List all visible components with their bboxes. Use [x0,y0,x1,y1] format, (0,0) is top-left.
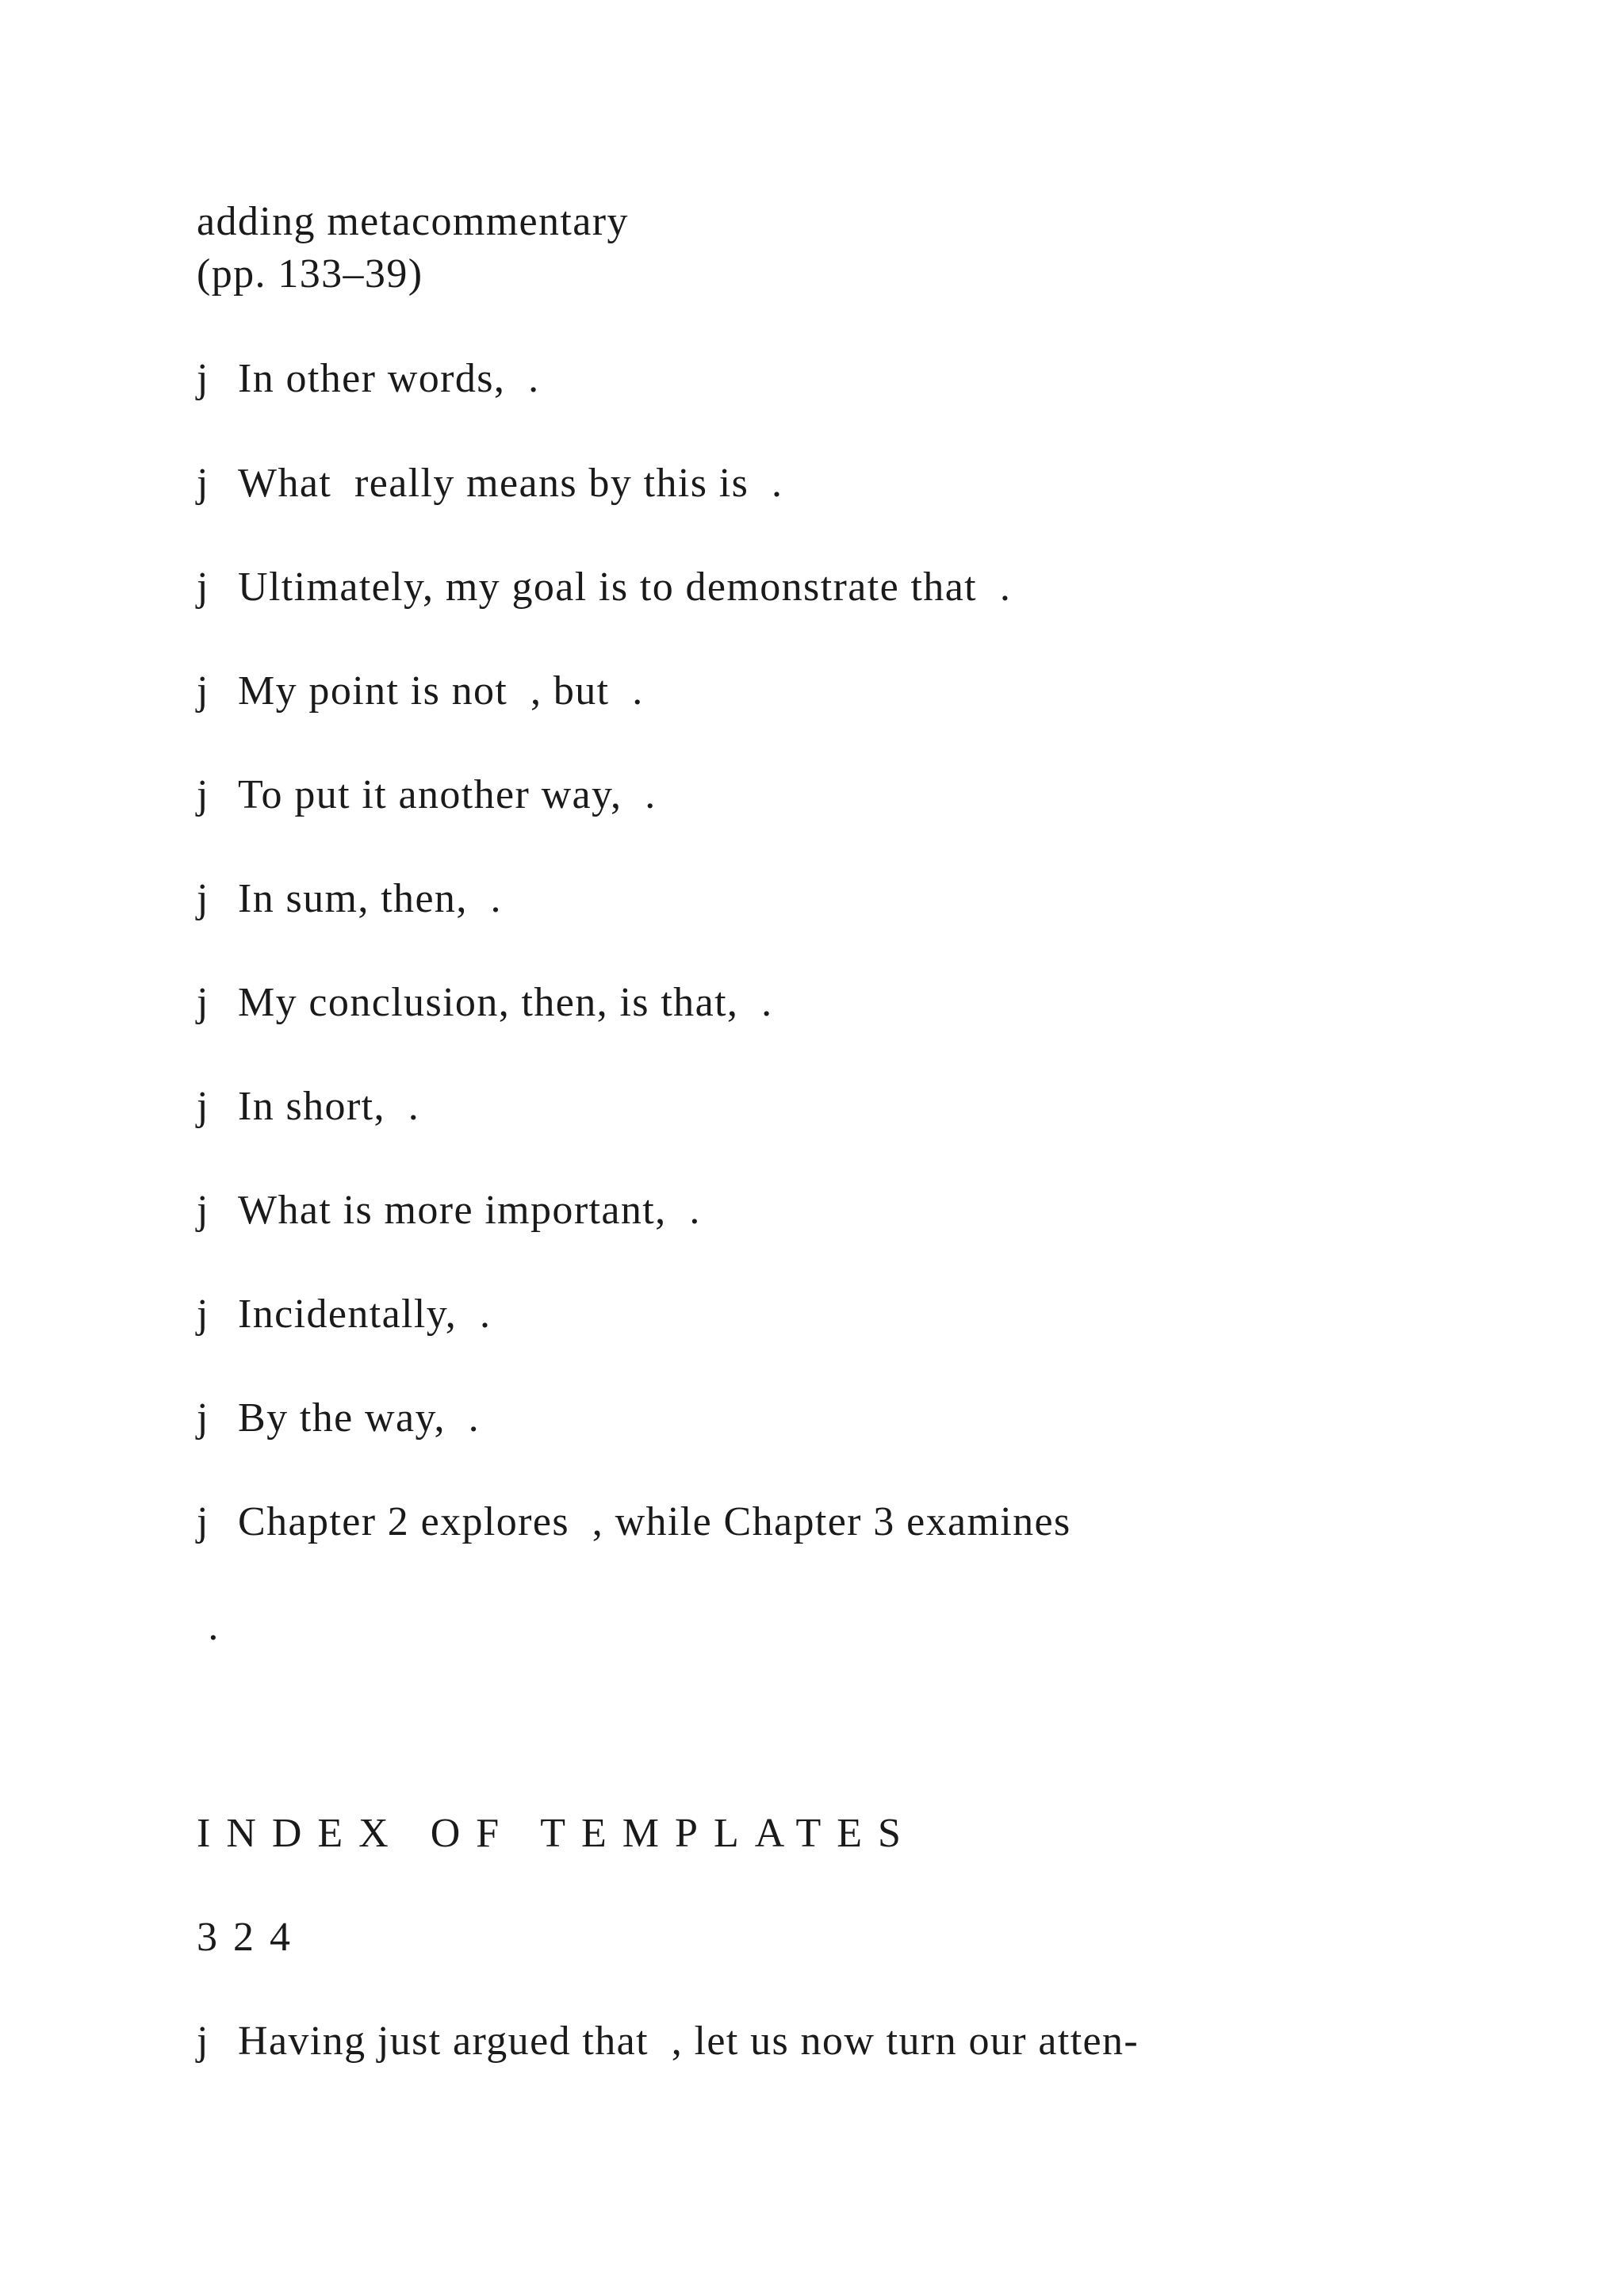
template-text: My conclusion, then, is that, . [238,980,773,1025]
bullet-marker: j [197,1499,209,1544]
template-item [197,666,644,717]
template-text: In short, . [238,1084,420,1129]
template-text: Chapter 2 explores , while Chapter 3 examines [238,1499,1071,1544]
template-item [197,1497,1071,1548]
template-item [197,1289,491,1340]
template-text: Incidentally, . [238,1292,492,1337]
template-text: In sum, then, . [238,876,502,921]
template-text: What really means by this is . [238,461,783,506]
bullet-marker: j [197,980,209,1025]
section-heading: adding metacommentary [197,199,629,244]
bullet-marker: j [197,1292,209,1337]
template-text: By the way, . [238,1395,481,1441]
template-item [197,2016,1139,2067]
template-text: In other words, . [238,356,540,401]
template-item [197,354,539,404]
template-continuation: . [197,1604,220,1649]
bullet-marker: j [197,356,209,401]
template-text: Ultimately, my goal is to demonstrate that . [238,564,1012,610]
bullet-marker: j [197,1084,209,1129]
template-item [197,874,502,924]
bullet-marker: j [197,2019,209,2064]
template-item [197,458,783,509]
template-item [197,978,773,1028]
bullet-marker: j [197,564,209,610]
bullet-marker: j [197,1188,209,1233]
template-text: What is more important, . [238,1188,701,1233]
running-head: INDEX OF TEMPLATES [197,1811,917,1856]
template-item [197,1393,480,1444]
bullet-marker: j [197,772,209,817]
template-item [197,562,1011,613]
page-number: 324 [197,1915,306,1960]
template-text: My point is not , but . [238,668,644,714]
template-item [197,770,657,821]
template-text: To put it another way, . [238,772,657,817]
template-text: Having just argued that , let us now turn our atten- [238,2019,1139,2064]
bullet-marker: j [197,668,209,714]
bullet-marker: j [197,461,209,506]
template-item [197,1185,701,1236]
bullet-marker: j [197,876,209,921]
template-item [197,1081,419,1132]
bullet-marker: j [197,1395,209,1441]
section-page-range: (pp. 133–39) [197,251,423,297]
